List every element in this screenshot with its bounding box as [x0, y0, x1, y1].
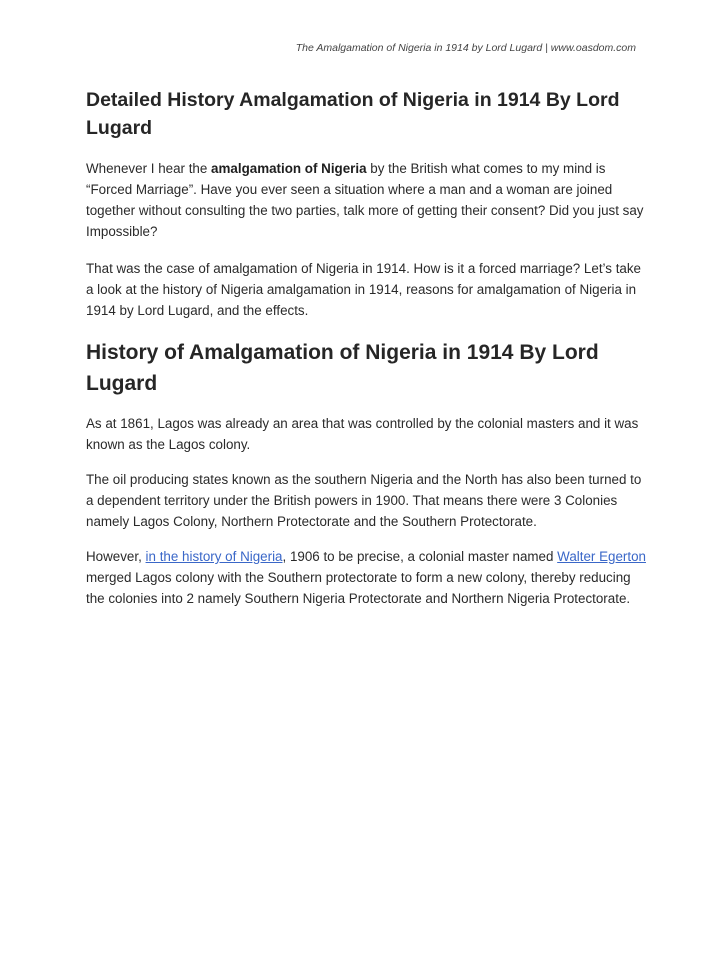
section-p3-text-start: However,	[86, 549, 146, 564]
intro-p1-bold-term: amalgamation of Nigeria	[211, 161, 367, 176]
section-heading: History of Amalgamation of Nigeria in 1914 By Lord Lugard	[86, 341, 599, 395]
intro-p1-text-end: by the British what comes to my mind is “Forced Marriage”. Have you ever seen a situation where a man and a woman are joined together without consulting the two parties, talk more of getting their consent? Did you just say Impossible?	[86, 161, 644, 239]
section-p3-text-middle: , 1906 to be precise, a colonial master named	[282, 549, 558, 564]
walter-egerton-link[interactable]: Walter Egerton	[557, 549, 646, 564]
history-of-nigeria-link[interactable]: in the history of Nigeria	[145, 549, 283, 564]
section-p3-text-end: merged Lagos colony with the Southern protectorate to form a new colony, thereby reducing the colonies into 2 namely Southern Nigeria Protectorate and Northern Nigeria Protectorate.	[86, 570, 631, 606]
intro-paragraph-1	[86, 158, 646, 242]
intro-p1-text-start: Whenever I hear the	[86, 161, 212, 176]
section-paragraph-1: As at 1861, Lagos was already an area that was controlled by the colonial masters and it was known as the Lagos colony.	[86, 416, 639, 452]
section-paragraph-3	[86, 546, 646, 609]
section-paragraph-2: The oil producing states known as the southern Nigeria and the North has also been turned to a dependent territory under the British powers in 1900. That means there were 3 Colonies namely Lagos Colony, Northern Protectorate and the Southern Protectorate.	[86, 472, 642, 529]
article-body	[86, 86, 646, 625]
running-header: The Amalgamation of Nigeria in 1914 by Lord Lugard | www.oasdom.com	[295, 42, 636, 54]
article-title: Detailed History Amalgamation of Nigeria in 1914 By Lord Lugard	[86, 89, 620, 139]
intro-paragraph-2: That was the case of amalgamation of Nigeria in 1914. How is it a forced marriage? Let’s take a look at the history of Nigeria amalgamation in 1914, reasons for amalgamation of Nigeria in 1914 by Lord Lugard, and the effects.	[86, 261, 642, 318]
